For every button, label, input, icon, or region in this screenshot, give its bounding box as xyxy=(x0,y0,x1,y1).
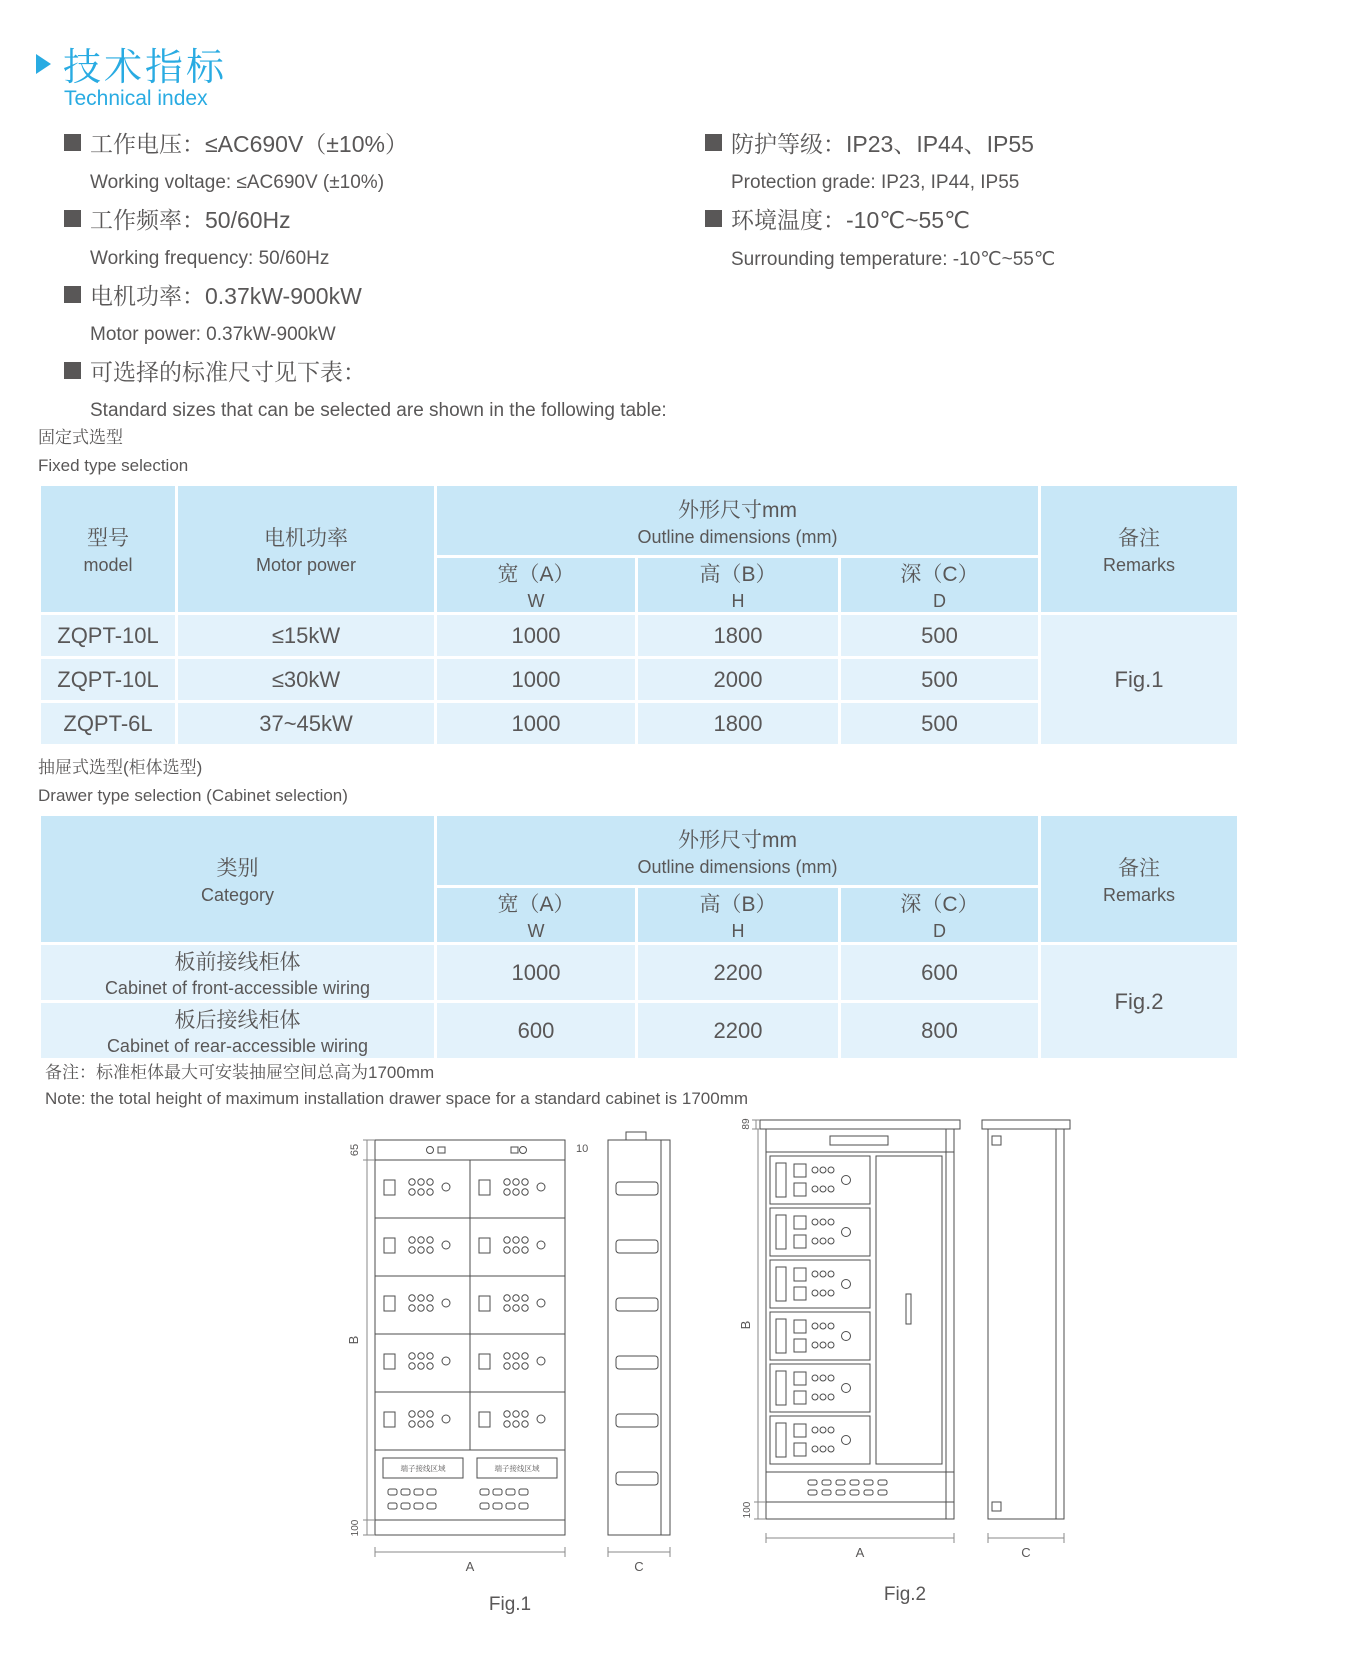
col-header-height: 高（B） H xyxy=(637,887,840,944)
fig1-dim-top-right: 10 xyxy=(576,1143,589,1155)
remark-cell: Fig.1 xyxy=(1040,614,1239,746)
fig1-dim-front-width: A xyxy=(465,1559,475,1574)
width-cell: 1000 xyxy=(436,944,637,1002)
spec-motor-power xyxy=(64,278,362,346)
height-cell: 2200 xyxy=(637,1002,840,1060)
col-header-dimensions: 外形尺寸mm Outline dimensions (mm) xyxy=(436,485,1040,557)
fig2-dim-height: B xyxy=(738,1320,753,1330)
col-header-remarks: 备注 Remarks xyxy=(1040,815,1239,944)
spec-working-frequency xyxy=(64,202,329,270)
depth-cell: 800 xyxy=(840,1002,1040,1060)
depth-cell: 500 xyxy=(840,702,1040,746)
fig1-terminal-label-left: 端子接线区域 xyxy=(400,1464,446,1473)
power-cell: ≤15kW xyxy=(177,614,436,658)
col-header-depth: 深（C） D xyxy=(840,557,1040,614)
spec-zh-text: 电机功率：0.37kW-900kW xyxy=(90,283,362,309)
width-cell: 1000 xyxy=(436,658,637,702)
square-bullet-icon xyxy=(64,210,81,227)
width-cell: 1000 xyxy=(436,614,637,658)
fig1-side-view xyxy=(608,1132,670,1535)
col-header-power: 电机功率 Motor power xyxy=(177,485,436,614)
square-bullet-icon xyxy=(64,286,81,303)
arrow-right-icon xyxy=(36,54,51,74)
square-bullet-icon xyxy=(705,210,722,227)
square-bullet-icon xyxy=(64,134,81,151)
page-title-row xyxy=(36,36,227,91)
power-cell: ≤30kW xyxy=(177,658,436,702)
fig1-dim-top: 65 xyxy=(349,1143,361,1157)
col-header-category: 类别 Category xyxy=(40,815,436,944)
col-header-width: 宽（A） W xyxy=(436,887,637,944)
remark-cell: Fig.2 xyxy=(1040,944,1239,1060)
spec-working-voltage xyxy=(64,126,408,194)
spec-zh-text: 可选择的标准尺寸见下表： xyxy=(90,359,366,385)
fig2-drawing xyxy=(720,1090,1090,1580)
spec-standard-sizes xyxy=(64,354,667,422)
fig1-dim-bottom: 100 xyxy=(350,1519,361,1537)
fig2-dim-front-width: A xyxy=(855,1545,865,1560)
square-bullet-icon xyxy=(64,362,81,379)
spec-zh-text: 工作频率：50/60Hz xyxy=(90,207,291,233)
height-cell: 2200 xyxy=(637,944,840,1002)
fig2-dim-side-width: C xyxy=(1021,1545,1031,1560)
spec-zh-text: 环境温度：-10℃~55℃ xyxy=(731,207,970,233)
fig1-dim-side-width: C xyxy=(634,1559,644,1574)
spec-en-text: Standard sizes that can be selected are shown in the following table: xyxy=(90,400,667,421)
col-header-remarks: 备注 Remarks xyxy=(1040,485,1239,614)
fig2-dim-bottom: 100 xyxy=(742,1501,753,1519)
width-cell: 1000 xyxy=(436,702,637,746)
depth-cell: 600 xyxy=(840,944,1040,1002)
spec-zh-text: 防护等级：IP23、IP44、IP55 xyxy=(731,131,1034,157)
category-cell: 板后接线柜体 Cabinet of rear-accessible wiring xyxy=(40,1002,436,1060)
spec-en-text: Working voltage: ≤AC690V (±10%) xyxy=(90,172,385,193)
spec-surrounding-temperature xyxy=(705,202,1055,271)
fixed-section-label: 固定式选型 Fixed type selection xyxy=(38,428,189,475)
col-header-dimensions: 外形尺寸mm Outline dimensions (mm) xyxy=(436,815,1040,887)
drawer-section-label: 抽屉式选型(柜体选型) Drawer type selection (Cabinet selection) xyxy=(38,758,348,805)
depth-cell: 500 xyxy=(840,614,1040,658)
model-cell: ZQPT-10L xyxy=(40,658,177,702)
fig2-side-view xyxy=(982,1120,1070,1519)
fig2-front-view xyxy=(760,1120,960,1519)
model-cell: ZQPT-6L xyxy=(40,702,177,746)
spec-zh-text: 工作电压：≤AC690V（±10%） xyxy=(90,131,408,157)
col-header-height: 高（B） H xyxy=(637,557,840,614)
table-row xyxy=(40,614,1239,658)
model-cell: ZQPT-10L xyxy=(40,614,177,658)
square-bullet-icon xyxy=(705,134,722,151)
footnote-en: Note: the total height of maximum installation drawer space for a standard cabinet is 1700mm xyxy=(45,1089,749,1108)
spec-en-text: Working frequency: 50/60Hz xyxy=(90,248,330,269)
spec-en-text: Surrounding temperature: -10℃~55℃ xyxy=(731,249,1056,270)
table-row xyxy=(40,944,1239,1002)
depth-cell: 500 xyxy=(840,658,1040,702)
fig1-front-view xyxy=(375,1140,565,1535)
height-cell: 1800 xyxy=(637,614,840,658)
spec-en-text: Motor power: 0.37kW-900kW xyxy=(90,324,336,345)
fig1-terminal-label-right: 端子接线区域 xyxy=(494,1464,540,1473)
col-header-model: 型号 model xyxy=(40,485,177,614)
col-header-width: 宽（A） W xyxy=(436,557,637,614)
spec-en-text: Protection grade: IP23, IP44, IP55 xyxy=(731,172,1020,193)
fig2-dim-top: 89 xyxy=(741,1118,752,1130)
width-cell: 600 xyxy=(436,1002,637,1060)
spec-protection-grade xyxy=(705,126,1034,194)
fig2-caption: Fig.2 xyxy=(883,1584,927,1605)
col-header-depth: 深（C） D xyxy=(840,887,1040,944)
fixed-type-table xyxy=(38,483,1240,747)
power-cell: 37~45kW xyxy=(177,702,436,746)
fig1-drawing xyxy=(330,1112,690,1587)
drawer-type-table xyxy=(38,813,1240,1061)
category-cell: 板前接线柜体 Cabinet of front-accessible wiring xyxy=(40,944,436,1002)
page-subtitle: Technical index xyxy=(64,87,208,110)
fig1-dim-height: B xyxy=(346,1335,361,1345)
footnote-zh: 备注：标准柜体最大可安装抽屉空间总高为1700mm xyxy=(45,1063,435,1082)
fig1-caption: Fig.1 xyxy=(488,1594,532,1615)
height-cell: 2000 xyxy=(637,658,840,702)
height-cell: 1800 xyxy=(637,702,840,746)
page-title: 技术指标 xyxy=(63,47,228,89)
footnote xyxy=(45,1060,748,1112)
